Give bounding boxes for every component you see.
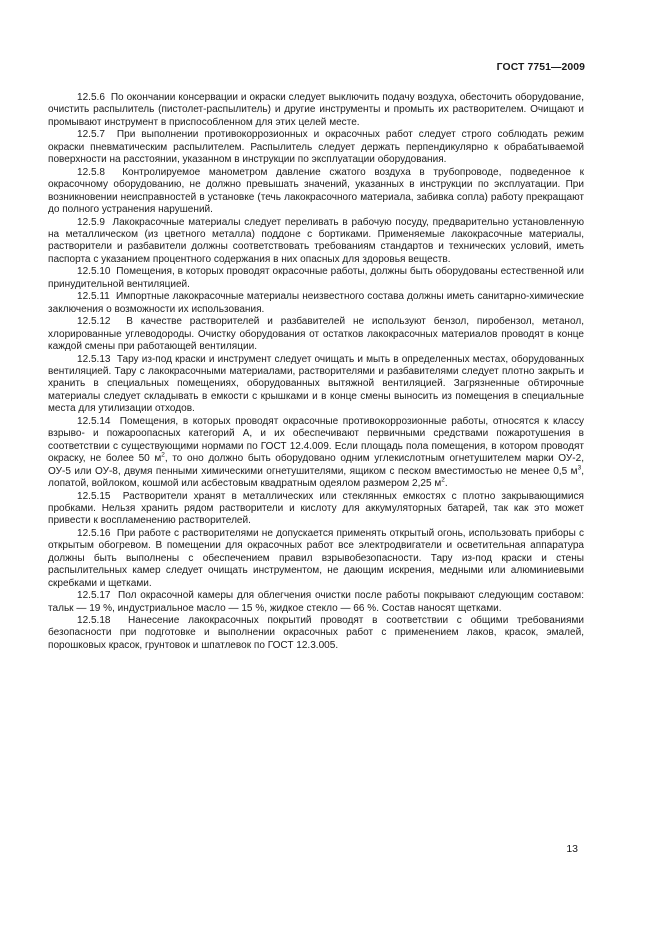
clause-number: 12.5.6	[77, 92, 105, 103]
clause-number: 12.5.14	[77, 415, 111, 427]
superscript: 2	[441, 476, 445, 484]
superscript: 3	[577, 464, 582, 472]
paragraph-12-5-14	[48, 416, 584, 491]
paragraph-12-5-8	[48, 167, 584, 217]
paragraph-12-5-15	[48, 491, 584, 528]
document-header: ГОСТ 7751—2009	[496, 62, 585, 73]
clause-number: 12.5.11	[77, 291, 110, 303]
clause-text: В качестве растворителей и разбавителей не используют бензол, пиробензол, метанол, хлорированные углеводороды. Очистку оборудования от остатков лакокрасочных материалов проводят в конце каждой смены при работающей вентиляции.	[48, 316, 584, 353]
clause-text: Лакокрасочные материалы следует переливать в рабочую посуду, предварительно установленную на металлическом (из цветного металла) поддоне с бортиками. Применяемые лакокрасочные материалы, растворители и разбавители должны соответствовать требованиям стандартов и технических условий, иметь паспорта с указанием процентного содержания в них опасных для здоровья веществ.	[48, 216, 584, 265]
paragraph-12-5-13	[48, 354, 584, 416]
superscript: 2	[161, 451, 165, 459]
paragraph-12-5-9	[48, 217, 584, 267]
paragraph-12-5-11	[48, 291, 584, 316]
clause-text: Помещения, в которых проводят окрасочные работы, должны быть оборудованы естественной или принудительной вентиляцией.	[48, 266, 584, 290]
paragraph-12-5-10	[48, 266, 584, 291]
clause-text: Пол окрасочной камеры для облегчения очистки после работы покрывают следующим составом: тальк — 19 %, индустриальное масло — 15 %, жидкое стекло — 66 %. Состав наносят щетками.	[48, 590, 584, 614]
clause-number: 12.5.12	[77, 316, 111, 328]
clause-number: 12.5.7	[77, 129, 105, 141]
clause-text: Тару из-под краски и инструмент следует очищать и мыть в определенных местах, оборудованных вентиляцией. Тару с лакокрасочными материалами, растворителями и разбавителями следует плотно закрыть и хранить в специальных помещениях, оборудованных вытяжной вентиляцией. Загрязненные обтирочные материалы следует складывать в емкости с крышками и в конце смены выносить из помещения в специальные места для утилизации отходов.	[48, 353, 584, 415]
clause-number: 12.5.17	[77, 590, 111, 602]
clause-number: 12.5.16	[77, 527, 111, 539]
clause-text-part: , то оно должно быть оборудовано одним углекислотным огнетушителем марки ОУ-2, ОУ-5 или ОУ-8, двумя пенными химическими огнетушителями, ящиком с песком вместимостью не менее 0,5 м	[48, 453, 585, 477]
page-number: 13	[566, 843, 578, 855]
clause-text: При работе с растворителями не допускается применять открытый огонь, использовать приборы с открытым обогревом. В помещении для окрасочных работ все электродвигатели и осветительная аппаратура должны быть выполнены с обеспечением правил взрывобезопасности. Тару из-под краски и стены распылительных камер следует очищать инструментом, не дающим искрения, медными или алюминиевыми скребками и щетками.	[48, 527, 584, 589]
paragraph-12-5-12	[48, 316, 584, 353]
paragraph-12-5-17	[48, 590, 584, 615]
clause-number: 12.5.10	[77, 266, 111, 278]
clause-text: Растворители хранят в металлических или стеклянных емкостях с плотно закрывающимися пробками. Нельзя хранить рядом растворители и кислоту для аккумуляторных батарей, так как это может привести к воспламенению растворителей.	[48, 490, 584, 527]
paragraph-12-5-7	[48, 129, 584, 166]
clause-text: По окончании консервации и окраски следует выключить подачу воздуха, обесточить оборудование, очистить распылитель (пистолет-распылитель) и другие инструменты и промыть их растворителем. Очищают и промывают инструмент в приспособленном для этих целей месте.	[48, 92, 584, 128]
clause-text: Контролируемое манометром давление сжатого воздуха в трубопроводе, подведенное к окрасочному оборудованию, не должно превышать значений, указанных в инструкции по эксплуатации. При возникновении неисправностей в установке (течь лакокрасочного материала, забивка сопла) работу прекращают до полного устранения нарушений.	[48, 166, 584, 216]
document-body	[48, 92, 584, 652]
paragraph-12-5-18	[48, 615, 584, 652]
clause-text-part: Помещения, в которых проводят окрасочные противокоррозионные работы, относятся к классу взрыво- и пожароопасных категорий А, и их обеспечивают первичными средствами пожаротушения в соответствии с существующими нормами по ГОСТ 12.4.009. Если площадь пола помещения, в котором проводят окраску, не более 50 м	[48, 415, 584, 465]
clause-number: 12.5.18	[77, 615, 111, 627]
clause-number: 12.5.9	[77, 216, 105, 228]
clause-text: При выполнении противокоррозионных и окрасочных работ следует строго соблюдать режим окраски пневматическим распылителем. Распылитель следует держать перпендикулярно к обрабатываемой поверхности на расстоянии, указанном в инструкции по эксплуатации оборудования.	[48, 129, 584, 166]
clause-text: Нанесение лакокрасочных покрытий проводят в соответствии с общими требованиями безопасности при подготовке и выполнении окрасочных работ с применением лаков, красок, эмалей, порошковых красок, грунтовок и шпатлевок по ГОСТ 12.3.005.	[48, 615, 584, 651]
paragraph-12-5-6	[48, 92, 584, 129]
clause-text-part: .	[444, 478, 448, 490]
clause-text-part: , лопатой, войлоком, кошмой или асбестовым квадратным одеялом размером 2,25 м	[48, 465, 584, 490]
clause-text: Импортные лакокрасочные материалы неизвестного состава должны иметь санитарно-химические заключения о возможности их использования.	[48, 291, 584, 315]
clause-number: 12.5.8	[77, 166, 105, 178]
clause-number: 12.5.13	[77, 353, 111, 365]
paragraph-12-5-16	[48, 528, 584, 590]
clause-number: 12.5.15	[77, 490, 111, 502]
